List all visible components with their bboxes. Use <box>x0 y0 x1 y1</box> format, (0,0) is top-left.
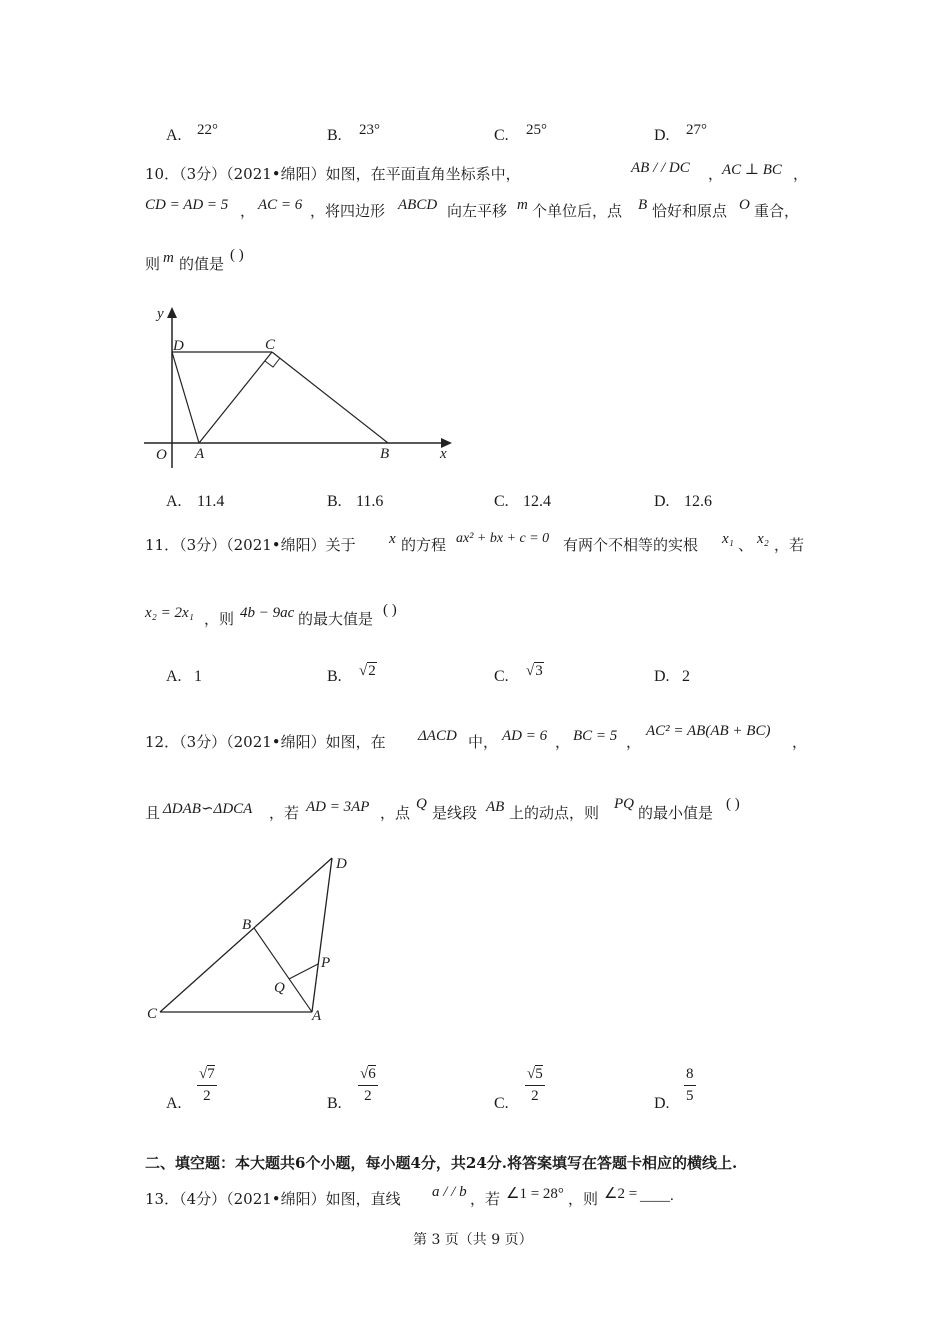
q12-option-c-num: 5 <box>535 1066 543 1082</box>
q10-text-c: 个单位后，点 <box>532 202 623 220</box>
q13-formula-angle1: ∠1 = 28° <box>506 1186 564 1202</box>
q12-fig-label-b: B <box>242 917 252 933</box>
q11-formula-x1: x₁ <box>722 531 734 547</box>
q10-text-g: 的值是 <box>179 255 225 273</box>
q10-figure-coordinate <box>140 300 470 470</box>
q10-stem-prefix: 10．（3分）（2021•绵阳）如图，在平面直角坐标系中， <box>145 165 521 183</box>
q11-text-eq: 的方程 <box>401 536 447 554</box>
q12-fig-label-c: C <box>147 1006 158 1022</box>
q11-answer-paren: ( ) <box>383 602 397 618</box>
q10-option-a-value: 11.4 <box>197 493 225 510</box>
q12-fig-label-a: A <box>312 1008 322 1024</box>
q10-formula-b: B <box>638 197 648 213</box>
q12-text-and: 且 <box>145 804 161 822</box>
q12-text-if: ，若 <box>269 804 300 822</box>
q12-stem-prefix: 12．（3分）（2021•绵阳）如图，在 <box>145 733 386 751</box>
q12-formula-q: Q <box>416 796 427 812</box>
q10-option-c-value: 12.4 <box>523 493 551 510</box>
q12-formula-bc: BC = 5 <box>573 728 618 744</box>
q13-stem-prefix: 13．（4分）（2021•绵阳）如图，直线 <box>145 1190 401 1208</box>
q10-text-f: 则 <box>145 255 161 273</box>
q12-fig-label-d: D <box>336 856 347 872</box>
q11-text-then: ，则 <box>204 610 235 628</box>
q12-formula-pq: PQ <box>614 796 634 812</box>
q12-option-d-den: 5 <box>686 1088 694 1104</box>
q11-text-if: ，若 <box>774 536 805 554</box>
q12-formula-triangle: ΔACD <box>418 728 457 744</box>
q10-fig-label-o: O <box>156 447 167 463</box>
q13-answer-blank: ____. <box>640 1188 674 1204</box>
q10-text-d: 恰好和原点 <box>652 202 728 220</box>
q11-option-b-sqrt: √2 <box>359 663 376 679</box>
q11-option-b-value: 2 <box>368 663 376 679</box>
q12-figure-triangle <box>140 850 370 1030</box>
q11-option-a-value: 1 <box>194 668 202 685</box>
q11-option-d-label: D. <box>654 668 670 685</box>
q11-option-c-sqrt: √3 <box>526 663 543 679</box>
q11-text-max: 的最大值是 <box>298 610 374 628</box>
q9-option-a-value: 22° <box>197 122 218 138</box>
q12-option-b-num: 6 <box>368 1066 376 1082</box>
q12-fig-label-q: Q <box>274 980 285 996</box>
q12-formula-ad: AD = 6 <box>502 728 548 744</box>
q13-text-if: ，若 <box>470 1190 501 1208</box>
q10-option-a-label: A. <box>166 493 182 510</box>
q10-formula-ab-dc: AB / / DC <box>631 160 690 176</box>
q10-formula-m2: m <box>163 250 174 266</box>
q10-option-d-value: 12.6 <box>684 493 712 510</box>
q9-option-a-label: A. <box>166 127 182 144</box>
q10-text-e: 重合， <box>754 202 800 220</box>
q12-option-c-label: C. <box>494 1095 509 1112</box>
q10-answer-paren: ( ) <box>230 247 244 263</box>
q11-option-c-value: 3 <box>535 663 543 679</box>
q12-option-d-fraction <box>684 1066 696 1105</box>
q11-option-a-label: A. <box>166 668 182 685</box>
q9-option-c-label: C. <box>494 127 509 144</box>
q10-option-b-label: B. <box>327 493 342 510</box>
q12-option-d-num: 8 <box>686 1066 694 1082</box>
q12-option-b-fraction: √6 2 <box>360 1066 376 1104</box>
q10-fig-label-y: y <box>157 306 164 322</box>
q10-fig-label-c: C <box>265 337 276 353</box>
q10-option-d-label: D. <box>654 493 670 510</box>
section-2-heading: 二、填空题：本大题共6个小题，每小题4分，共24分.将答案填写在答题卡相应的横线上. <box>145 1154 738 1172</box>
q12-formula-similar: ΔDAB∽ΔDCA <box>163 801 253 817</box>
q12-formula-ad-ap: AD = 3AP <box>306 799 370 815</box>
q12-text-in: 中， <box>468 733 499 751</box>
q12-option-d-label: D. <box>654 1095 670 1112</box>
q12-option-c-fraction: √5 2 <box>527 1066 543 1104</box>
q11-stem-prefix: 11．（3分）（2021•绵阳）关于 <box>145 536 356 554</box>
q12-fig-label-p: P <box>321 955 331 971</box>
q10-fig-label-x: x <box>440 446 447 462</box>
q12-option-b-label: B. <box>327 1095 342 1112</box>
q12-text-min: 的最小值是 <box>638 804 714 822</box>
q11-option-b-label: B. <box>327 668 342 685</box>
q12-option-a-den: 2 <box>203 1088 211 1104</box>
q12-text-segment: 是线段 <box>432 804 478 822</box>
q11-formula-x2: x₂ <box>757 531 769 547</box>
q11-formula-quadratic: ax² + bx + c = 0 <box>456 531 550 546</box>
q12-option-c-den: 2 <box>531 1088 539 1104</box>
q9-option-b-value: 23° <box>359 122 380 138</box>
q10-fig-label-a: A <box>195 446 205 462</box>
q10-option-b-value: 11.6 <box>356 493 384 510</box>
q13-formula-parallel: a / / b <box>432 1184 467 1200</box>
q10-formula-m: m <box>517 197 528 213</box>
q9-option-d-value: 27° <box>686 122 707 138</box>
q9-option-c-value: 25° <box>526 122 547 138</box>
page-footer: 第 3 页（共 9 页） <box>413 1232 533 1248</box>
q12-text-point: ，点 <box>380 804 411 822</box>
q12-option-a-fraction: √7 2 <box>199 1066 215 1104</box>
q11-formula-expr: 4b − 9ac <box>240 605 295 621</box>
q10-formula-ac: AC = 6 <box>258 197 303 213</box>
q10-formula-o: O <box>739 197 750 213</box>
q10-option-c-label: C. <box>494 493 509 510</box>
q12-option-a-num: 7 <box>207 1066 215 1082</box>
q10-fig-label-d: D <box>173 338 184 354</box>
q11-option-c-label: C. <box>494 668 509 685</box>
q10-formula-abcd: ABCD <box>398 197 438 213</box>
q11-formula-relation: x₂ = 2x₁ <box>145 605 194 621</box>
q12-answer-paren: ( ) <box>726 796 740 812</box>
q11-option-d-value: 2 <box>682 668 690 685</box>
q12-formula-ac-squared: AC² = AB(AB + BC) <box>646 723 771 739</box>
q13-formula-angle2: ∠2 = <box>604 1186 638 1202</box>
q10-formula-ac-bc: AC ⊥ BC <box>722 162 782 178</box>
q9-option-b-label: B. <box>327 127 342 144</box>
q12-option-b-den: 2 <box>364 1088 372 1104</box>
q12-text-move: 上的动点，则 <box>509 804 600 822</box>
q11-formula-x: x <box>389 531 396 547</box>
q12-option-a-label: A. <box>166 1095 182 1112</box>
q9-option-d-label: D. <box>654 127 670 144</box>
q10-formula-cd-ad: CD = AD = 5 <box>145 197 229 213</box>
q13-text-then: ，则 <box>568 1190 599 1208</box>
q11-text-roots: 有两个不相等的实根 <box>563 536 699 554</box>
q11-text-sep: 、 <box>738 536 754 554</box>
q10-text-b: 向左平移 <box>447 202 508 220</box>
q12-formula-ab: AB <box>486 799 505 815</box>
q10-text-a: ，将四边形 <box>310 202 386 220</box>
q10-fig-label-b: B <box>380 446 390 462</box>
